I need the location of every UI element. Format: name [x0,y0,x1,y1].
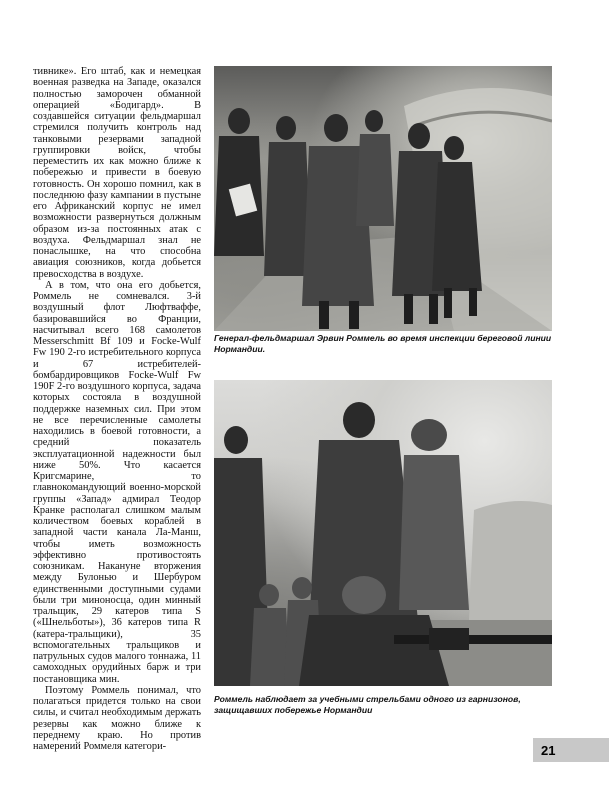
photo-rommel-inspection [214,66,552,331]
paragraph-3: Поэтому Роммель понимал, что полагаться придется только на свои силы, и считал необходимым держать резервы как можно ближе к переднему краю. Но против намерений Роммеля категори- [33,684,201,752]
body-text-column [33,66,201,752]
paragraph-2: А в том, что она его добьется, Роммель не сомневался. 3-й воздушный флот Люфтваффе, базировавшийся во Франции, насчитывал всего 168 самолетов Messerschmitt Bf 109 и Focke-Wulf Fw 190 2-го истребительного корпуса и 67 истребителей-бомбардировщиков Focke-Wulf Fw 190F 2-го воздушного корпуса, задача которых состояла в воздушной поддержке наземных сил. При этом не все перечисленные самолеты находились в боевой готовности, а средний показатель эксплуатационной надежности был ниже 50%. Что касается Кригсмарине, то главнокомандующий военно-морской группы «Запад» адмирал Теодор Кранке располагал слишком малым количеством боевых кораблей в западной части канала Ла-Манш, чтобы иметь возможность эффективно противостоять союзникам. Накануне вторжения между Булонью и Шербуром единственными доступными судами были три миноносца, один минный тральщик, 29 катеров типа S («Шнельботы»), 36 катеров типа R (катера-тральщики), 35 вспомогательных тральщиков и патрульных судов малого тоннажа, 11 самоходных орудийных барж и три постановщика мин. [33,279,201,685]
photo-rommel-firing-exercise-image [214,380,552,686]
page-number: 21 [533,738,609,762]
figure-caption-1: Генерал-фельдмаршал Эрвин Роммель во время инспекции береговой линии Нормандии. [214,333,552,354]
photo-rommel-firing-exercise [214,380,552,686]
photo-rommel-inspection-image [214,66,552,331]
figure-caption-2: Роммель наблюдает за учебными стрельбами одного из гарнизонов, защищавших побережье Нормандии [214,694,521,715]
paragraph-1: тивнике». Его штаб, как и немецкая военная разведка на Западе, оказался полностью заморочен обманной операцией «Бодигард». В создавшейся ситуации фельдмаршал стремился получить контроль над танковыми резервами западной группировки войск, чтобы переместить их как можно ближе к побережью и привести в боевую готовность. Он хорошо помнил, как в последнюю фазу кампании в пустыне его Африканский корпус не имел возможности развернуться должным образом из-за постоянных атак с воздуха. Фельдмаршал знал не понаслышке, на что способна авиация союзников, когда добьется превосходства в воздухе. [33,66,201,280]
